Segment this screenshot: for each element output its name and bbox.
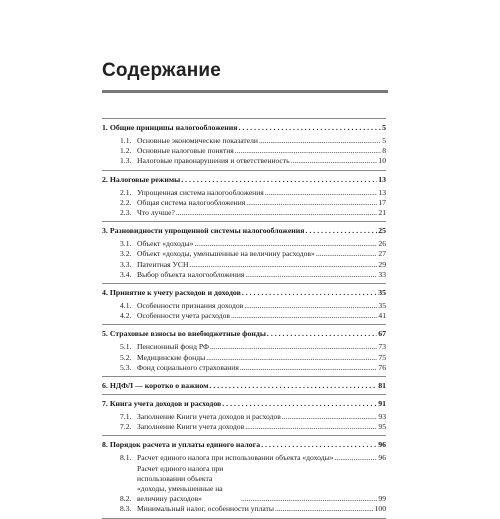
toc-chapter-row[interactable]: [102, 287, 386, 298]
subsection-page-number: 35: [378, 301, 386, 311]
toc-subsection-row[interactable]: [102, 504, 386, 514]
subsection-page-number: 99: [378, 494, 386, 504]
subsection-number: 1.2.: [120, 146, 132, 156]
toc-subsection-row[interactable]: [102, 136, 386, 146]
chapter-page-number: 5: [382, 123, 386, 132]
chapter-number: 7.: [102, 399, 108, 409]
toc-chapter: [102, 170, 386, 222]
toc-chapter-row[interactable]: [102, 328, 386, 339]
subsection-title: Основные налоговые понятия: [137, 146, 234, 156]
subsection-title: Объект «доходы»: [137, 239, 194, 249]
chapter-page-number: 91: [378, 399, 386, 409]
subsection-title: Что лучше?: [137, 208, 175, 218]
toc-chapter: [102, 118, 386, 170]
toc-subsection-row[interactable]: [102, 239, 386, 249]
toc-chapter: [102, 221, 386, 283]
leader-dots: [206, 353, 377, 363]
page-title: Содержание: [102, 60, 222, 81]
toc-subsection-row[interactable]: [102, 311, 386, 321]
subsection-number: 1.1.: [120, 136, 132, 145]
toc-subsection-row[interactable]: [102, 422, 386, 432]
leader-dots: [189, 260, 377, 270]
subsection-number: 2.3.: [120, 208, 132, 218]
toc-subsection-row[interactable]: [102, 270, 386, 280]
toc-subsection-row[interactable]: [102, 353, 386, 363]
subsection-title: Расчет единого налога при использовании объекта «доходы, уменьшенные на величину расходов»: [137, 463, 224, 504]
toc-chapter-row[interactable]: [102, 398, 386, 409]
chapter-number: 1.: [102, 123, 108, 132]
chapter-page-number: 25: [378, 226, 386, 236]
leader-dots: [261, 439, 377, 450]
leader-dots: [210, 342, 377, 352]
subsection-number: 2.1.: [120, 187, 132, 197]
chapter-title: Общие принципы налогообложения: [109, 123, 238, 132]
subsection-number: 5.3.: [120, 362, 132, 372]
subsection-page-number: 96: [378, 453, 386, 463]
subsection-number: 7.1.: [120, 412, 132, 422]
subsection-number: 5.1.: [120, 342, 132, 352]
subsection-page-number: 27: [378, 249, 386, 259]
subsection-number: 7.2.: [120, 422, 132, 432]
toc-chapter-row[interactable]: [102, 439, 386, 450]
subsection-page-number: 76: [378, 362, 386, 372]
subsection-page-number: 95: [378, 422, 386, 432]
subsection-page-number: 73: [378, 342, 386, 352]
chapter-page-number: 13: [378, 174, 386, 184]
leader-dots: [240, 363, 378, 373]
leader-dots: [245, 422, 377, 432]
chapter-number: 3.: [102, 226, 108, 236]
subsection-page-number: 41: [378, 311, 386, 321]
chapter-page-number: 81: [378, 381, 386, 391]
subsection-title: Фонд социального страхования: [137, 362, 239, 372]
toc-subsection-row[interactable]: [102, 188, 386, 198]
chapter-number: 6.: [102, 381, 108, 391]
toc-subsection-row[interactable]: [102, 156, 386, 166]
subsection-page-number: 21: [378, 208, 386, 218]
chapter-title: Налоговые режимы: [109, 174, 181, 184]
subsection-title: Особенности признания доходов: [137, 301, 244, 311]
chapter-number: 5.: [102, 329, 108, 339]
leader-dots: [194, 239, 377, 249]
subsection-title: Особенности учета расходов: [137, 311, 230, 321]
subsection-title: Медицинские фонды: [137, 352, 206, 362]
subsection-title: Упрощенная система налогообложения: [137, 187, 264, 197]
subsection-title: Основные экономические показатели: [137, 136, 258, 145]
toc-subsection-row[interactable]: [102, 208, 386, 218]
toc-subsection-list: [102, 298, 386, 321]
leader-dots: [259, 136, 381, 146]
subsection-title: Налоговые правонарушения и ответственность: [137, 156, 290, 166]
subsection-number: 3.4.: [120, 269, 132, 279]
subsection-page-number: 5: [382, 136, 386, 145]
subsection-number: 4.1.: [120, 301, 132, 311]
toc-chapter: [102, 283, 386, 324]
subsection-number: 8.1.: [120, 453, 132, 463]
leader-dots: [267, 328, 377, 339]
toc-subsection-list: [102, 185, 386, 219]
chapter-page-number: 67: [378, 329, 386, 339]
leader-dots: [241, 494, 377, 504]
leader-dots: [176, 208, 378, 218]
toc-chapter: [102, 394, 386, 435]
toc-subsection-row[interactable]: [102, 464, 386, 505]
leader-dots: [246, 198, 377, 208]
chapter-page-number: 35: [378, 288, 386, 298]
toc-chapter-row[interactable]: [102, 225, 386, 236]
leader-dots: [335, 453, 378, 463]
subsection-title: Пенсионный фонд РФ: [137, 342, 209, 352]
chapter-title: Книга учета доходов и расходов: [109, 399, 222, 409]
leader-dots: [209, 380, 377, 391]
toc-subsection-list: [102, 339, 386, 373]
toc-subsection-row[interactable]: [102, 301, 386, 311]
subsection-number: 8.3.: [120, 504, 132, 514]
leader-dots: [242, 287, 377, 298]
leader-dots: [238, 122, 381, 133]
toc-chapter-row[interactable]: [102, 122, 386, 133]
subsection-title: Выбор объекта налогообложения: [137, 269, 245, 279]
toc-subsection-row[interactable]: [102, 453, 386, 463]
leader-dots: [282, 412, 378, 422]
leader-dots: [306, 225, 378, 236]
toc-subsection-row[interactable]: [102, 146, 386, 156]
chapter-page-number: 96: [378, 440, 386, 450]
toc-chapter-row[interactable]: [102, 174, 386, 185]
chapter-title: НДФЛ — коротко о важном: [109, 381, 209, 391]
toc-subsection-row[interactable]: [102, 342, 386, 352]
subsection-number: 5.2.: [120, 352, 132, 362]
toc-chapter: [102, 376, 386, 394]
toc-chapter: [102, 324, 386, 376]
leader-dots: [291, 156, 378, 166]
toc-subsection-row[interactable]: [102, 249, 386, 259]
subsection-title: Заполнение Книги учета доходов и расходов: [137, 412, 281, 422]
subsection-title: Минимальный налог, особенности уплаты: [137, 504, 274, 514]
subsection-number: 4.2.: [120, 311, 132, 321]
leader-dots: [316, 249, 378, 259]
subsection-number: 2.2.: [120, 197, 132, 207]
leader-dots: [181, 174, 377, 185]
leader-dots: [275, 504, 374, 514]
subsection-page-number: 17: [378, 197, 386, 207]
leader-dots: [222, 398, 377, 409]
subsection-number: 3.2.: [120, 249, 132, 259]
chapter-title: Принятие к учету расходов и доходов: [109, 288, 241, 298]
subsection-page-number: 33: [378, 269, 386, 279]
chapter-title: Страховые взносы во внебюджетные фонды: [109, 329, 266, 339]
subsection-page-number: 100: [374, 504, 386, 514]
subsection-title: Объект «доходы, уменьшенные на величину расходов»: [137, 249, 315, 259]
chapter-title: Порядок расчета и уплаты единого налога: [109, 440, 261, 450]
chapter-number: 4.: [102, 288, 108, 298]
toc-subsection-row[interactable]: [102, 363, 386, 373]
subsection-page-number: 75: [378, 352, 386, 362]
chapter-number: 8.: [102, 440, 108, 450]
subsection-title: Расчет единого налога при использовании объекта «доходы»: [137, 453, 334, 463]
table-of-contents: [102, 118, 386, 519]
toc-subsection-list: [102, 133, 386, 167]
subsection-number: 3.3.: [120, 259, 132, 269]
subsection-page-number: 8: [382, 146, 386, 156]
toc-subsection-row[interactable]: [102, 412, 386, 422]
chapter-number: 2.: [102, 174, 108, 184]
subsection-title: Общая система налогообложения: [137, 197, 246, 207]
leader-dots: [265, 188, 378, 198]
chapter-title: Разновидности упрощенной системы налогообложения: [109, 226, 305, 236]
leader-dots: [235, 146, 381, 156]
toc-subsection-row[interactable]: [102, 260, 386, 270]
toc-subsection-row[interactable]: [102, 198, 386, 208]
subsection-page-number: 29: [378, 259, 386, 269]
subsection-title: Заполнение Книги учета доходов: [137, 422, 245, 432]
leader-dots: [244, 301, 377, 311]
subsection-page-number: 13: [378, 187, 386, 197]
toc-chapter: [102, 435, 386, 518]
toc-subsection-list: [102, 450, 386, 514]
toc-subsection-list: [102, 236, 386, 280]
subsection-page-number: 10: [378, 156, 386, 166]
subsection-page-number: 26: [378, 239, 386, 249]
subsection-page-number: 93: [378, 412, 386, 422]
subsection-number: 1.3.: [120, 156, 132, 166]
subsection-number: 8.2.: [120, 494, 132, 504]
leader-dots: [245, 270, 377, 280]
subsection-title: Патентная УСН: [137, 259, 189, 269]
leader-dots: [231, 311, 377, 321]
toc-subsection-list: [102, 409, 386, 432]
title-rule: [102, 90, 388, 93]
subsection-number: 3.1.: [120, 239, 132, 249]
toc-chapter-row[interactable]: [102, 380, 386, 391]
